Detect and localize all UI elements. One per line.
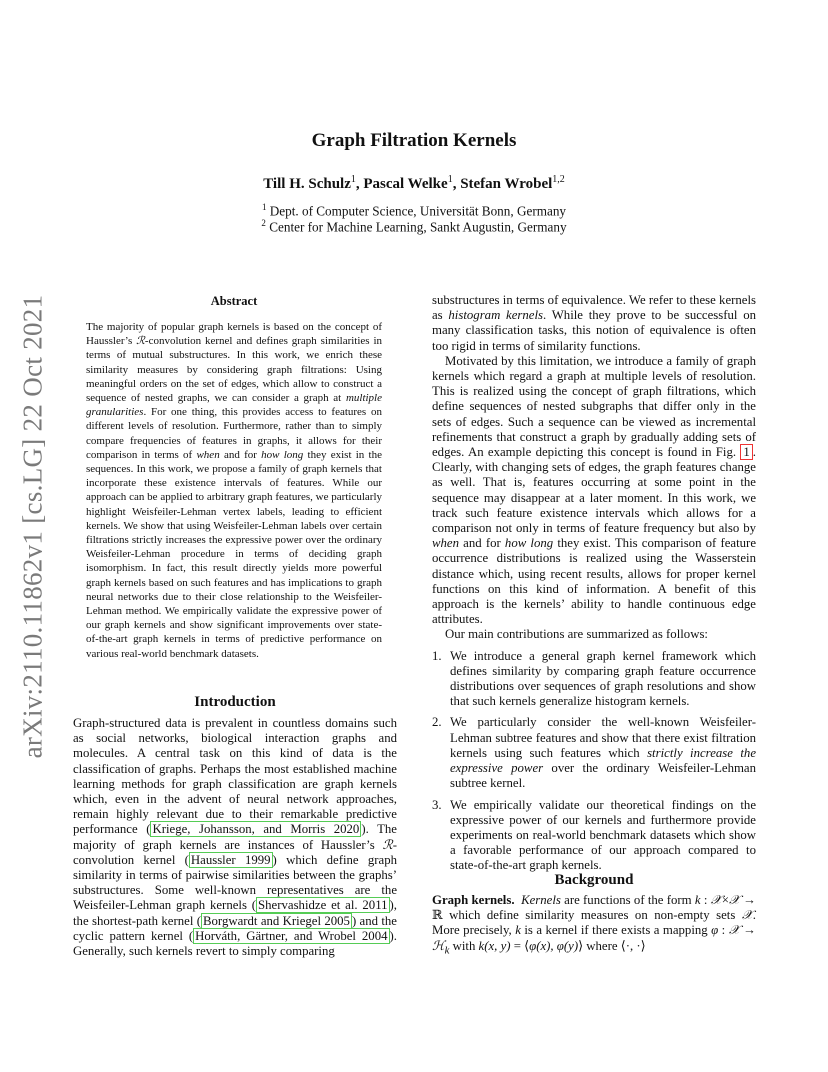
introduction-body: Graph-structured data is prevalent in countless domains such as social networks, biological interaction graphs and molecules. A central task on this kind of data is the classification of graphs. Perhaps the most established machine learning methods for graph classification are graph kernels which, even in the advent of neural network approaches, remain highly relevant due to their remarkable predictive performance ( Kriege, Johansson, and Morris 2020 ). The majority of graph kernels are instances of Haussler’s ℛ-convolution kernel ( Haussler 1999 ) which define graph similarity in terms of pairwise similarities between the graphs’ substructures. Some well-known representatives are the Weisfeiler-Lehman graph kernels ( Shervashidze et al. 2011 ), the shortest-path kernel ( Borgwardt and Kriegel 2005 ) and the cyclic pattern kernel ( Horváth, Gärtner, and Wrobel 2004 ). Generally, such kernels revert to simply comparing (73, 716, 397, 959)
author-affil-mark: 1,2 (552, 174, 565, 185)
citation-link[interactable]: Shervashidze et al. 2011 (258, 898, 388, 913)
citation-link[interactable]: Borgwardt and Kriegel 2005 (202, 913, 350, 928)
citation-link[interactable]: Kriege, Johansson, and Morris 2020 (152, 822, 360, 837)
affiliation-text: Dept. of Computer Science, Universität Bonn, Germany (266, 203, 567, 219)
list-item: 3. We empirically validate our theoretical findings on the expressive power of our kernels and furthermore provide experiments on real-world benchmark datasets which show a favorable performance of our approach compared to state-of-the-art graph kernels. (432, 797, 756, 873)
abstract-body: The majority of popular graph kernels is based on the concept of Haussler’s ℛ-convolution kernel and defines graph similarities in terms of mutual substructures. In this work, we enrich these similarity measures by considering graph filtrations: Using meaningful orders on the set of edges, which allow to construct a sequence of nested graphs, we can consider a graph at multiple granularities. For one thing, this provides access to features on different levels of resolution. Furthermore, rather than to simply compare frequencies of features in graphs, it allows for their comparison in terms of when and for how long they exist in the sequences. In this work, we propose a family of graph kernels that incorporate these existence intervals of features. While our approach can be applied to arbitrary graph features, we particularly highlight Weisfeiler-Lehman vertex labels, leading to efficient kernels. We show that using Weisfeiler-Lehman labels over certain filtrations strictly increases the expressive power over the ordinary Weisfeiler-Lehman procedure in terms of deciding graph isomorphism. In fact, this result directly yields more powerful graph kernels based on such features and has implications to graph neural networks due to their close relationship to the Weisfeiler-Lehman method. We empirically validate the expressive power of our graph kernels and show significant improvements over state-of-the-art graph kernels in terms of predictive performance on various real-world benchmark datasets. (86, 321, 382, 660)
list-item: 1. We introduce a general graph kernel framework which defines similarity by comparing graph feature occurrence distributions over sequences of graph resolutions and show that such kernels generalize histogram kernels. (432, 648, 756, 709)
author-separator: , (452, 176, 461, 192)
background-heading: Background (554, 872, 634, 888)
author-name: Stefan Wrobel (460, 176, 553, 192)
author-affil-mark: 1 (350, 174, 356, 185)
paragraph-label: Graph kernels. (432, 893, 515, 907)
introduction-heading: Introduction (194, 694, 276, 710)
author-separator: , (355, 176, 364, 192)
author-affil-mark: 1 (447, 174, 453, 185)
paragraph: Motivated by this limitation, we introduce a family of graph kernels which regard a graph at multiple levels of resolution. This is realized using the concept of graph filtrations, which define sequences of nested subgraphs that differ only in the sets of edges. Such a sequence can be viewed as incremental refinements that construct a graph by gradually adding sets of edges. An example depicting this concept is found in Fig. 1 . Clearly, with changing sets of edges, the graph features change as well. That is, features occurring at some point in the sequence may disappear at a later moment. In this work, we track such feature existence intervals which allows for a comparison not only in terms of feature frequency but also by when and for how long they exist. This comparison of feature occurrence distributions is realized using the Wasserstein distance which, using recent results, allows for proper kernel functions on this kind of information. A benefit of this approach is the kernels’ ability to handle continuous edge attributes. (432, 353, 756, 627)
author-list (0, 174, 828, 193)
affiliation-1 (0, 202, 828, 219)
arxiv-stamp (10, 292, 56, 760)
paragraph: Our main contributions are summarized as follows: (445, 627, 708, 642)
abstract-heading: Abstract (210, 294, 258, 308)
paragraph: substructures in terms of equivalence. We refer to these kernels as histogram kernels. While they prove to be successful on many classification tasks, this notion of equivalence is often too rigid in terms of similarity functions. (432, 293, 757, 353)
citation-link[interactable]: Haussler 1999 (190, 852, 271, 867)
affiliation-2 (0, 218, 828, 235)
affiliation-mark: 2 (261, 218, 266, 228)
paper-title: Graph Filtration Kernels (311, 130, 517, 151)
affiliation-text: Center for Machine Learning, Sankt Augustin, Germany (265, 219, 567, 235)
arxiv-identifier: arXiv:2110.11862v1 [cs.LG] 22 Oct 2021 (17, 294, 48, 758)
background-body: Graph kernels. Kernels are functions of the form k : 𝒳×𝒳 → ℝ which define similarity measures on non-empty sets 𝒳. More precisely, k is a kernel if there exists a mapping φ : 𝒳 → ℋ$_k$ with k(x, y) = ⟨φ(x), φ(y)⟩ where ⟨·, ·⟩ (432, 893, 756, 957)
figure-link[interactable]: 1 (740, 444, 752, 460)
contributions-list (432, 649, 756, 874)
affiliation-mark: 1 (261, 202, 267, 212)
right-column (432, 293, 756, 880)
list-item: 2. We particularly consider the well-known Weisfeiler-Lehman subtree features and show that there exist filtration kernels using such features which strictly increase the expressive power over the ordinary Weisfeiler-Lehman subtree kernel. (432, 715, 757, 791)
author-name: Pascal Welke (363, 176, 448, 192)
author-name: Till H. Schulz (263, 176, 351, 192)
citation-link[interactable]: Horváth, Gärtner, and Wrobel 2004 (195, 928, 388, 943)
